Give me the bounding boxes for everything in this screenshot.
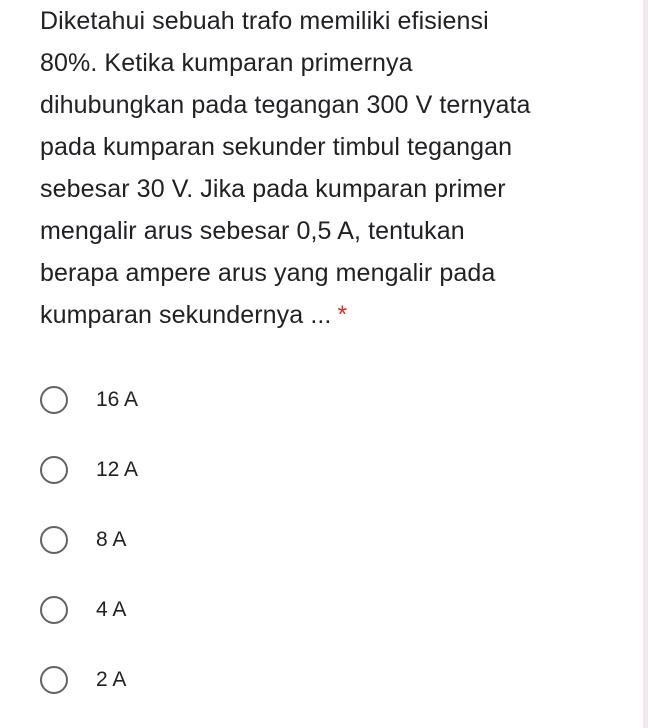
radio-button-icon[interactable] [40, 666, 68, 694]
option-label: 4 A [96, 598, 127, 621]
option-label: 8 A [96, 528, 127, 551]
option-12a[interactable] [40, 435, 620, 505]
option-label: 2 A [96, 668, 127, 691]
question-line: 80%. Ketika kumparan primernya [40, 49, 413, 77]
question-line: mengalir arus sebesar 0,5 A, tentukan [40, 217, 465, 245]
option-16a[interactable] [40, 365, 620, 435]
radio-button-icon[interactable] [40, 386, 68, 414]
answer-options [40, 365, 620, 715]
card-edge [643, 0, 648, 728]
radio-button-icon[interactable] [40, 526, 68, 554]
radio-button-icon[interactable] [40, 596, 68, 624]
question-line-text: kumparan sekundernya ... [40, 301, 332, 329]
option-4a[interactable] [40, 575, 620, 645]
option-label: 12 A [96, 458, 139, 481]
question-line: dihubungkan pada tegangan 300 V ternyata [40, 91, 531, 119]
question-line-last [40, 294, 620, 336]
question-line: pada kumparan sekunder timbul tegangan [40, 133, 513, 161]
question-line: sebesar 30 V. Jika pada kumparan primer [40, 175, 506, 203]
option-label: 16 A [96, 388, 139, 411]
question-line: berapa ampere arus yang mengalir pada [40, 259, 496, 287]
option-8a[interactable] [40, 505, 620, 575]
required-asterisk: * [337, 301, 348, 329]
option-2a[interactable] [40, 645, 620, 715]
question-text [40, 0, 620, 336]
question-line: Diketahui sebuah trafo memiliki efisiensi [40, 7, 489, 35]
radio-button-icon[interactable] [40, 456, 68, 484]
